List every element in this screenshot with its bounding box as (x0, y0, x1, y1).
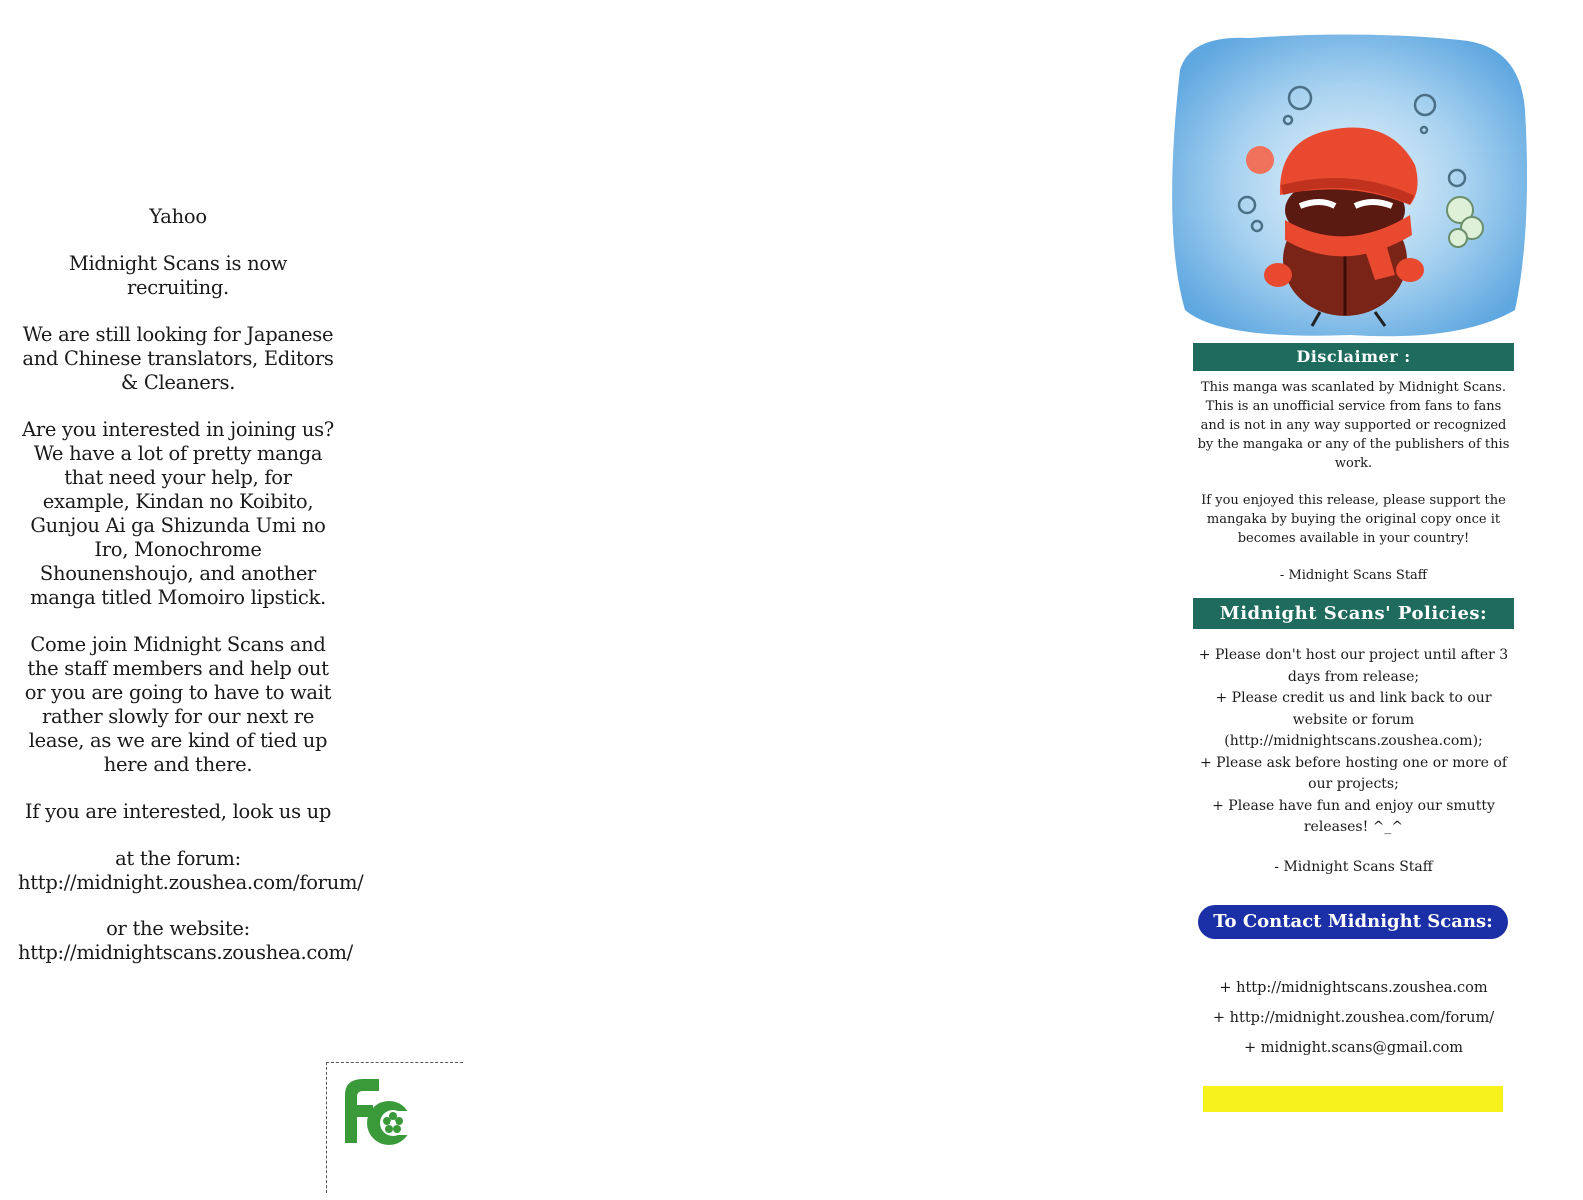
forum-link[interactable]: http://midnight.zoushea.com/forum/ (18, 871, 364, 894)
recruit-notice (18, 205, 364, 987)
fc-logo-icon (337, 1073, 417, 1148)
disclaimer-heading: Disclaimer : (1193, 343, 1514, 371)
disclaimer-paragraph-2: If you enjoyed this release, please support the mangaka by buying the original copy once it becomes available in your country! (1201, 493, 1506, 546)
yellow-highlight-bar (1203, 1086, 1503, 1112)
fc-logo-box (326, 1062, 463, 1193)
disclaimer-signature: - Midnight Scans Staff (1279, 568, 1428, 583)
policies-signature: - Midnight Scans Staff (1274, 858, 1433, 875)
recruit-come-join: Come join Midnight Scans and the staff members and help out or you are going to have to wait rather slowly for our next re lease, as we are kind of tied up here and there. (24, 633, 332, 776)
contact-heading: To Contact Midnight Scans: (1198, 905, 1508, 939)
policy-item: + Please credit us and link back to our website or forum (http://midnightscans.zoushea.com); (1215, 690, 1492, 749)
website-link[interactable]: http://midnightscans.zoushea.com/ (18, 941, 353, 964)
policy-item: + Please ask before hosting one or more of our projects; (1199, 754, 1508, 792)
website-label: or the website: (106, 917, 250, 940)
disclaimer-body (1193, 378, 1514, 603)
recruit-looking: We are still looking for Japanese and Chinese translators, Editors & Cleaners. (22, 323, 334, 394)
policies-heading: Midnight Scans' Policies: (1193, 598, 1514, 629)
policies-body (1193, 645, 1514, 878)
contact-list (1193, 973, 1514, 1063)
recruit-headline: Midnight Scans is now recruiting. (68, 252, 288, 299)
contact-website-link[interactable]: + http://midnightscans.zoushea.com (1219, 980, 1488, 996)
policy-item: + Please don't host our project until after 3 days from release; (1198, 647, 1509, 685)
forum-block (18, 847, 364, 895)
forum-label: at the forum: (115, 847, 241, 870)
contact-forum-link[interactable]: + http://midnight.zoushea.com/forum/ (1212, 1010, 1495, 1026)
chibi-illustration (1160, 30, 1530, 340)
greeting: Yahoo (149, 205, 207, 228)
disclaimer-paragraph-1: This manga was scanlated by Midnight Scans. This is an unofficial service from fans to fans and is not in any way supported or recognized by the mangaka or any of the publishers of this work. (1197, 380, 1510, 471)
recruit-interested: Are you interested in joining us? We have a lot of pretty manga that need your help, for example, Kindan no Koibito, Gunjou Ai ga Shizunda Umi no Iro, Monochrome Shounenshoujo, and another manga titled Momoiro lipstick. (22, 418, 334, 609)
website-block (18, 917, 353, 965)
contact-email-link[interactable]: + midnight.scans@gmail.com (1243, 1040, 1464, 1056)
recruit-look-up: If you are interested, look us up (24, 800, 332, 823)
policy-item: + Please have fun and enjoy our smutty releases! ^_^ (1212, 797, 1495, 835)
